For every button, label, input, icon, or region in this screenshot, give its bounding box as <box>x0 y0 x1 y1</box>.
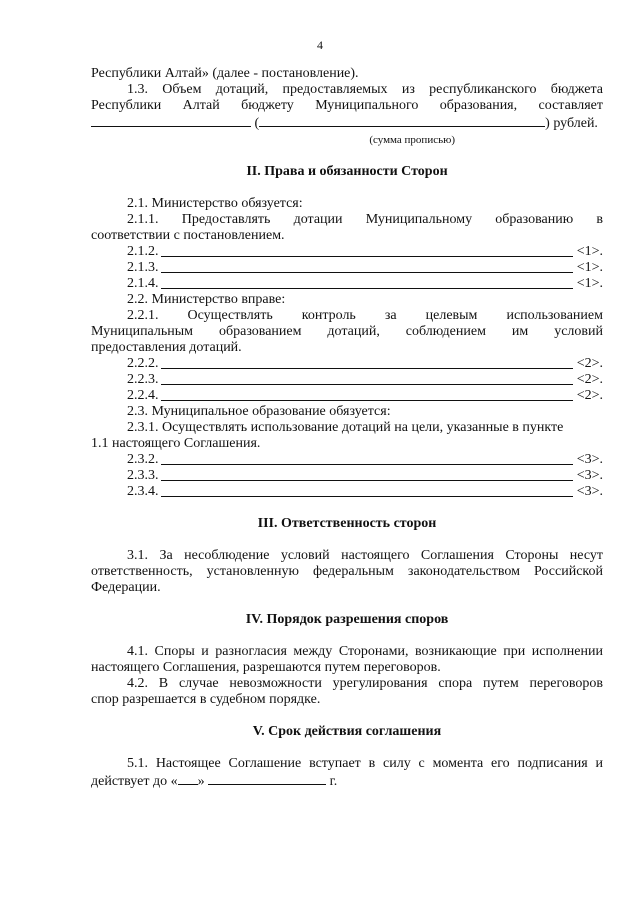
month-year-blank <box>208 772 326 785</box>
clause-5-1-line2: действует до « » г. <box>91 774 338 789</box>
clause-2-1-4: 2.1.4. <1>. <box>127 276 603 291</box>
clause-2-3-2: 2.3.2. <3>. <box>127 452 603 467</box>
clause-2-2-1-line1: 2.2.1. Осуществлять контроль за целевым использованием <box>127 308 603 323</box>
clause-2-2-1-line2: Муниципальным образованием дотаций, соблюдением им условий <box>91 324 603 339</box>
clause-5-1-line1: 5.1. Настоящее Соглашение вступает в силу с момента его подписания и <box>127 756 603 771</box>
clause-3-1-line3: Федерации. <box>91 580 161 595</box>
day-blank <box>178 772 198 785</box>
clause-1-3-sum-line <box>91 114 603 132</box>
section-5-title: V. Срок действия соглашения <box>252 724 442 739</box>
clause-4-1-line2: настоящего Соглашения, разрешаются путем переговоров. <box>91 660 441 675</box>
clause-3-1-line2: ответственность, установленную федеральным законодательством Российской <box>91 564 603 579</box>
page-number: 4 <box>317 38 323 52</box>
clause-2-2-2: 2.2.2. <2>. <box>127 356 603 371</box>
clause-2-2-3: 2.2.3. <2>. <box>127 372 603 387</box>
clause-4-2-line2: спор разрешается в судебном порядке. <box>91 692 321 707</box>
clause-2-1-3: 2.1.3. <1>. <box>127 260 603 275</box>
clause-1-3-line1: 1.3. Объем дотаций, предоставляемых из республиканского бюджета <box>127 82 603 97</box>
clause-1-3-line2: Республики Алтай бюджету Муниципального образования, составляет <box>91 98 603 113</box>
intro-line: Республики Алтай» (далее - постановление). <box>91 66 359 81</box>
clause-2-2-4: 2.2.4. <2>. <box>127 388 603 403</box>
sum-digits-blank <box>91 114 251 127</box>
sum-note: (сумма прописью) <box>369 134 455 146</box>
clause-2-3-1-line1: 2.3.1. Осуществлять использование дотаций на цели, указанные в пункте <box>127 420 564 435</box>
section-4-title: IV. Порядок разрешения споров <box>245 612 449 627</box>
clause-2-3-3: 2.3.3. <3>. <box>127 468 603 483</box>
clause-4-2-line1: 4.2. В случае невозможности урегулирования спора путем переговоров <box>127 676 603 691</box>
clause-2-2: 2.2. Министерство вправе: <box>127 292 286 307</box>
clause-2-1-2: 2.1.2. <1>. <box>127 244 603 259</box>
section-3-title: III. Ответственность сторон <box>257 516 437 531</box>
paren-open: ( <box>254 116 260 131</box>
sum-words-blank <box>259 114 545 127</box>
clause-2-3: 2.3. Муниципальное образование обязуется: <box>127 404 391 419</box>
paren-close: ) рублей. <box>545 116 598 131</box>
clause-2-1-1-line2: соответствии с постановлением. <box>91 228 285 243</box>
clause-3-1-line1: 3.1. За несоблюдение условий настоящего Соглашения Стороны несут <box>127 548 603 563</box>
section-2-title: II. Права и обязанности Сторон <box>246 164 448 179</box>
clause-2-1-1-line1: 2.1.1. Предоставлять дотации Муниципальному образованию в <box>127 212 603 227</box>
clause-2-1: 2.1. Министерство обязуется: <box>127 196 303 211</box>
clause-2-2-1-line3: предоставления дотаций. <box>91 340 242 355</box>
clause-2-3-4: 2.3.4. <3>. <box>127 484 603 499</box>
clause-2-3-1-line2: 1.1 настоящего Соглашения. <box>91 436 261 451</box>
clause-4-1-line1: 4.1. Споры и разногласия между Сторонами, возникающие при исполнении <box>127 644 603 659</box>
document-body <box>91 66 603 790</box>
